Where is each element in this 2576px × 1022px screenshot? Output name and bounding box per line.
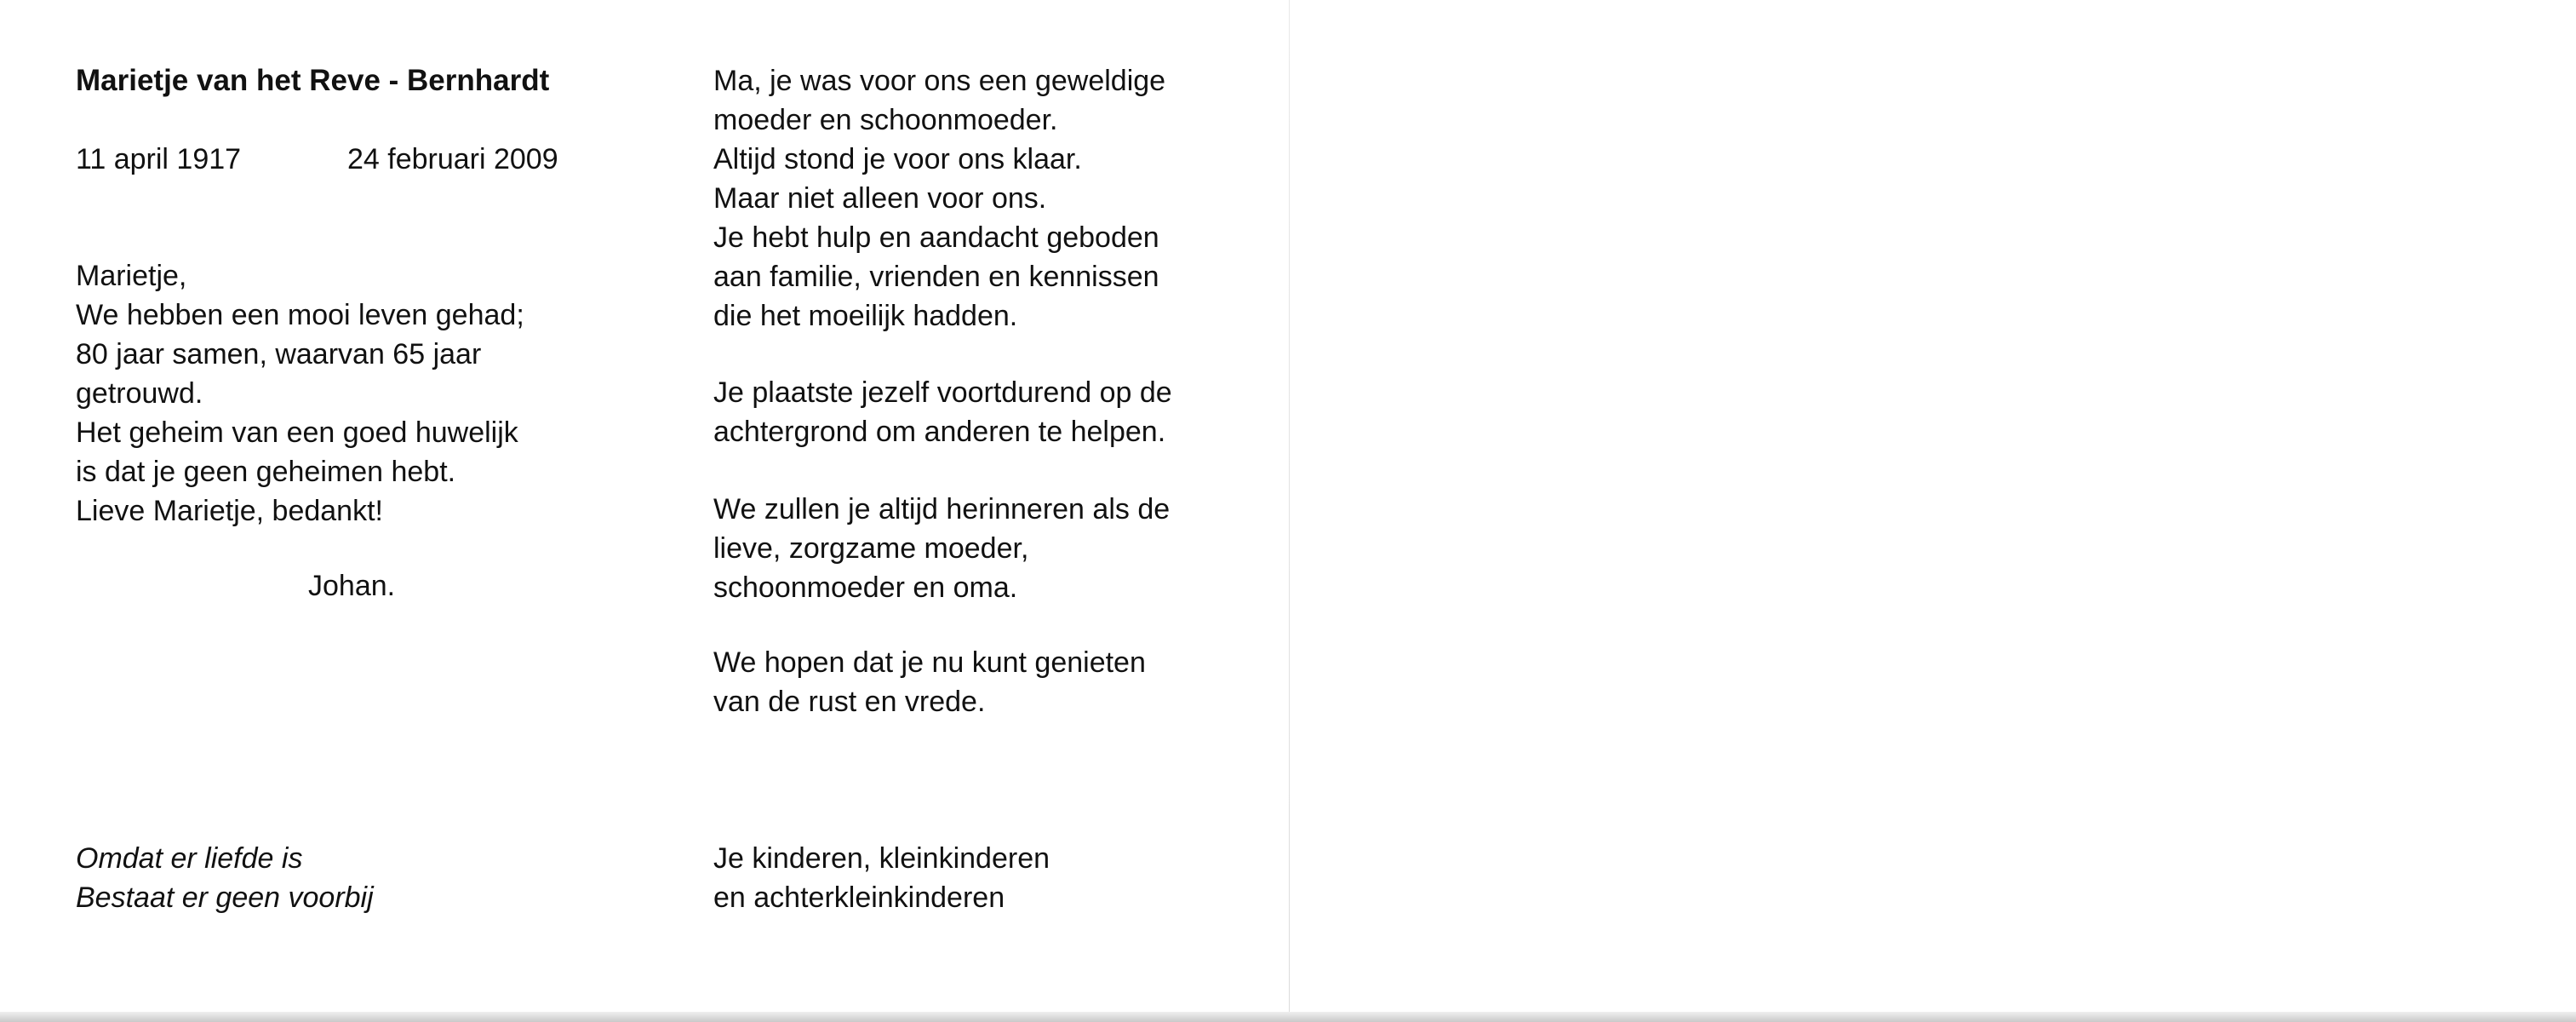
- tribute-line: aan familie, vrienden en kennissen: [713, 261, 1159, 293]
- message-line: Het geheim van een goed huwelijk: [76, 416, 518, 449]
- motto-line: Bestaat er geen voorbij: [76, 881, 374, 914]
- family-closing: [713, 839, 1050, 917]
- message-line: is dat je geen geheimen hebt.: [76, 456, 456, 488]
- message-line: 80 jaar samen, waarvan 65 jaar: [76, 338, 482, 370]
- tribute-paragraph-2: [713, 373, 1172, 451]
- tribute-line: schoonmoeder en oma.: [713, 571, 1018, 604]
- tribute-line: van de rust en vrede.: [713, 686, 986, 718]
- tribute-paragraph-3: [713, 490, 1170, 607]
- closing-line: Je kinderen, kleinkinderen: [713, 842, 1050, 875]
- message-line: Lieve Marietje, bedankt!: [76, 495, 383, 527]
- tribute-line: Je plaatste jezelf voortdurend op de: [713, 376, 1172, 409]
- motto: [76, 839, 374, 917]
- signature: Johan.: [308, 570, 396, 602]
- tribute-paragraph-4: [713, 643, 1146, 721]
- tribute-line: Maar niet alleen voor ons.: [713, 182, 1047, 215]
- deceased-name: Marietje van het Reve - Bernhardt: [76, 64, 550, 97]
- tribute-line: Ma, je was voor ons een geweldige: [713, 65, 1166, 97]
- message-line: We hebben een mooi leven gehad;: [76, 299, 524, 331]
- message-line: getrouwd.: [76, 377, 203, 410]
- card-bottom-edge: [0, 1012, 2576, 1022]
- personal-message: [76, 256, 524, 531]
- tribute-line: moeder en schoonmoeder.: [713, 104, 1058, 136]
- closing-line: en achterkleinkinderen: [713, 881, 1005, 914]
- tribute-line: We hopen dat je nu kunt genieten: [713, 646, 1146, 679]
- tribute-line: achtergrond om anderen te helpen.: [713, 416, 1166, 448]
- motto-line: Omdat er liefde is: [76, 842, 303, 875]
- tribute-line: Je hebt hulp en aandacht geboden: [713, 221, 1159, 254]
- death-date: 24 februari 2009: [347, 143, 558, 175]
- tribute-line: Altijd stond je voor ons klaar.: [713, 143, 1082, 175]
- tribute-paragraph-1: [713, 61, 1165, 336]
- tribute-line: die het moeilijk hadden.: [713, 300, 1018, 332]
- tribute-line: We zullen je altijd herinneren als de: [713, 493, 1171, 525]
- tribute-line: lieve, zorgzame moeder,: [713, 532, 1029, 565]
- back-panel: [1290, 0, 2576, 1022]
- birth-date: 11 april 1917: [76, 143, 242, 175]
- message-line: Marietje,: [76, 260, 187, 292]
